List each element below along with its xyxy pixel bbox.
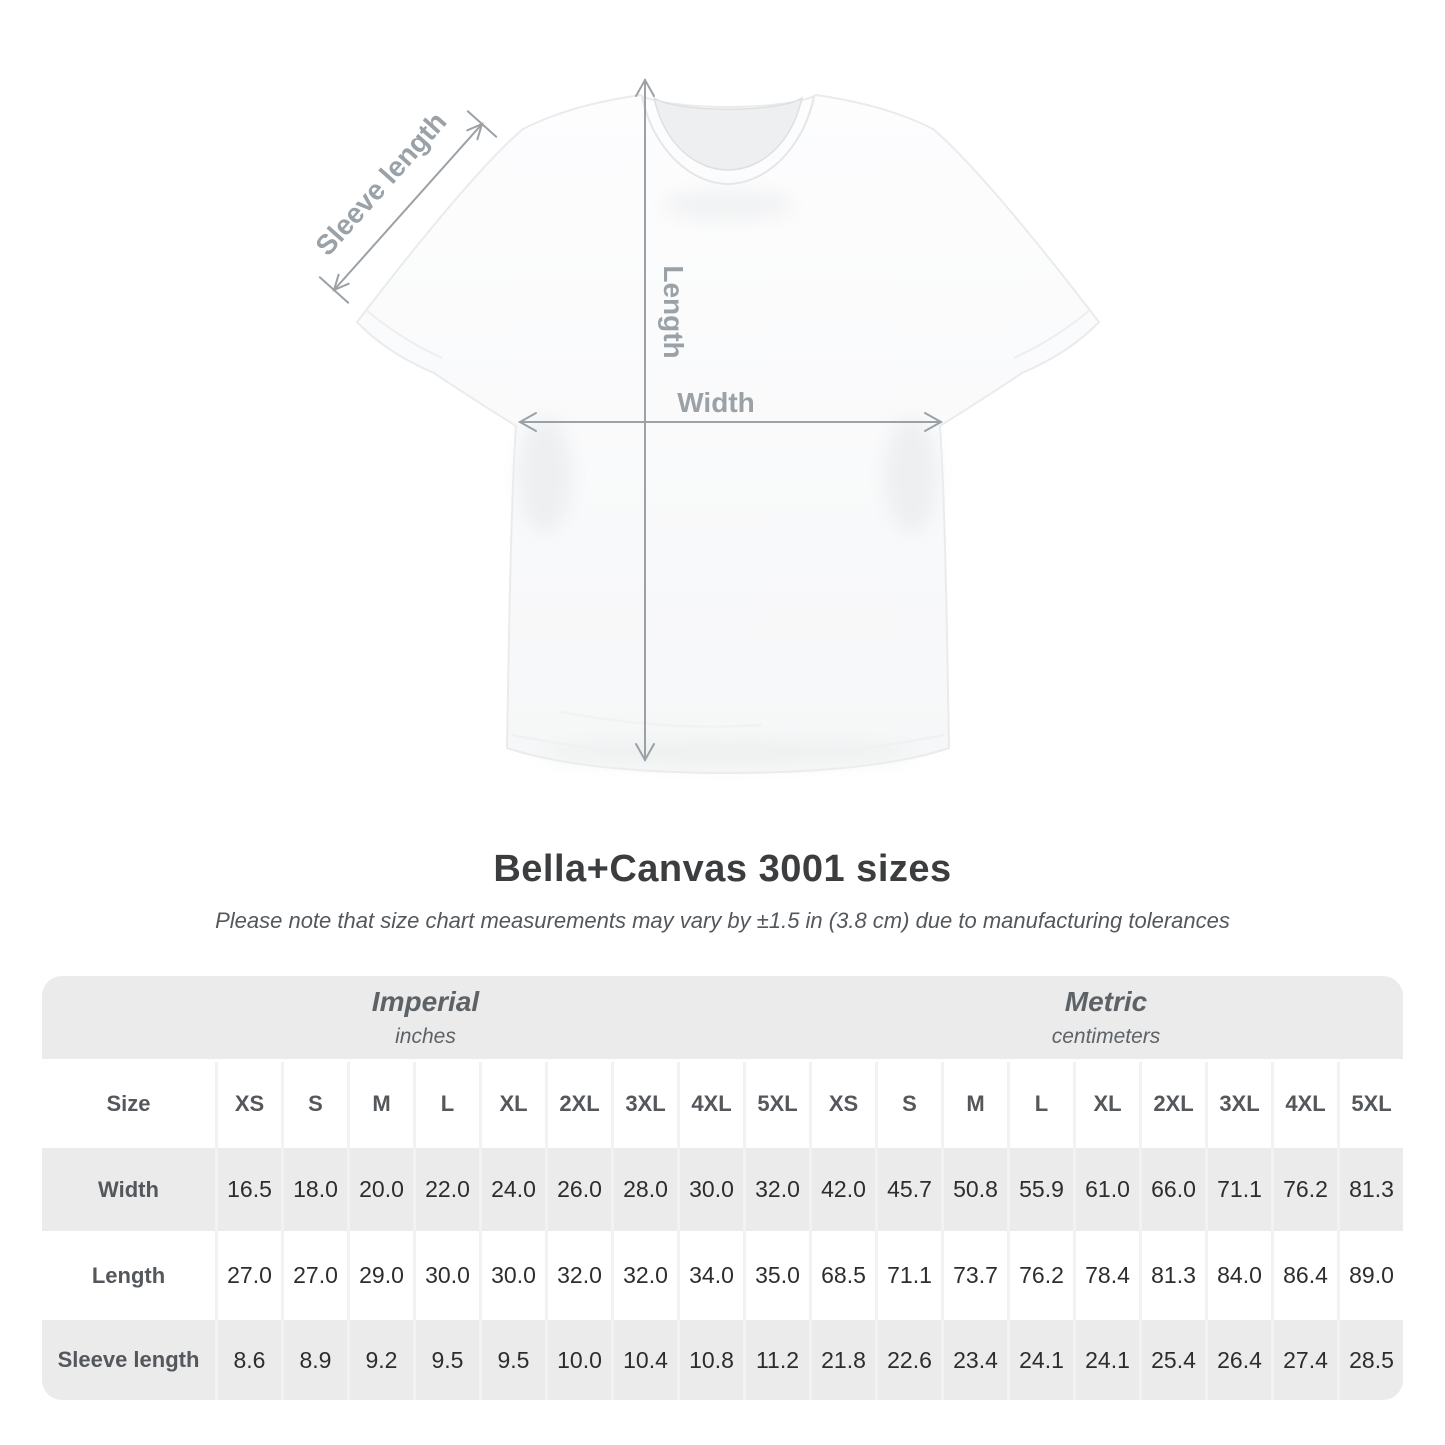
size-header-cell: 3XL	[614, 1062, 677, 1145]
value-cell: 30.0	[680, 1148, 743, 1231]
size-header-cell: 2XL	[548, 1062, 611, 1145]
value-cell: 27.0	[218, 1234, 281, 1317]
size-header-cell: 4XL	[680, 1062, 743, 1145]
size-table-body	[42, 1062, 1403, 1400]
value-cell: 71.1	[878, 1234, 941, 1317]
header-row	[42, 1062, 1403, 1145]
value-cell: 9.5	[416, 1320, 479, 1400]
value-cell: 8.6	[218, 1320, 281, 1400]
value-cell: 86.4	[1274, 1234, 1337, 1317]
value-cell: 9.5	[482, 1320, 545, 1400]
value-cell: 30.0	[416, 1234, 479, 1317]
value-cell: 76.2	[1274, 1148, 1337, 1231]
value-cell: 73.7	[944, 1234, 1007, 1317]
value-cell: 61.0	[1076, 1148, 1139, 1231]
tshirt-outline	[357, 95, 1099, 773]
value-cell: 76.2	[1010, 1234, 1073, 1317]
size-header-cell: M	[350, 1062, 413, 1145]
value-cell: 55.9	[1010, 1148, 1073, 1231]
size-header-cell: XL	[482, 1062, 545, 1145]
value-cell: 22.0	[416, 1148, 479, 1231]
value-cell: 81.3	[1142, 1234, 1205, 1317]
row-label: Sleeve length	[42, 1320, 215, 1400]
value-cell: 26.4	[1208, 1320, 1271, 1400]
value-cell: 23.4	[944, 1320, 1007, 1400]
width-row	[42, 1148, 1403, 1231]
size-header-cell: S	[878, 1062, 941, 1145]
unit-group-band	[42, 976, 1403, 1059]
value-cell: 25.4	[1142, 1320, 1205, 1400]
length-arrow-label: Length	[658, 265, 689, 359]
value-cell: 81.3	[1340, 1148, 1403, 1231]
imperial-unit: inches	[395, 1025, 456, 1048]
value-cell: 71.1	[1208, 1148, 1271, 1231]
row-label: Length	[42, 1234, 215, 1317]
value-cell: 34.0	[680, 1234, 743, 1317]
value-cell: 28.0	[614, 1148, 677, 1231]
value-cell: 42.0	[812, 1148, 875, 1231]
value-cell: 9.2	[350, 1320, 413, 1400]
size-header-cell: XL	[1076, 1062, 1139, 1145]
size-header-cell: XS	[812, 1062, 875, 1145]
size-header-cell: 4XL	[1274, 1062, 1337, 1145]
tolerance-note: Please note that size chart measurements may vary by ±1.5 in (3.8 cm) due to manufacturing tolerances	[215, 908, 1230, 933]
value-cell: 84.0	[1208, 1234, 1271, 1317]
length-row	[42, 1234, 1403, 1317]
size-header-cell: 5XL	[1340, 1062, 1403, 1145]
value-cell: 68.5	[812, 1234, 875, 1317]
metric-group-header	[809, 976, 1403, 1059]
imperial-label: Imperial	[371, 986, 480, 1017]
metric-unit: centimeters	[1051, 1025, 1161, 1048]
imperial-group-header	[42, 976, 809, 1059]
value-cell: 29.0	[350, 1234, 413, 1317]
value-cell: 66.0	[1142, 1148, 1205, 1231]
row-label: Width	[42, 1148, 215, 1231]
size-header-cell: 5XL	[746, 1062, 809, 1145]
value-cell: 24.1	[1076, 1320, 1139, 1400]
value-cell: 32.0	[548, 1234, 611, 1317]
size-header-cell: 3XL	[1208, 1062, 1271, 1145]
value-cell: 10.4	[614, 1320, 677, 1400]
size-header-cell: L	[416, 1062, 479, 1145]
value-cell: 24.0	[482, 1148, 545, 1231]
value-cell: 27.0	[284, 1234, 347, 1317]
size-column-header: Size	[42, 1062, 215, 1145]
page-title: Bella+Canvas 3001 sizes	[493, 848, 952, 890]
value-cell: 8.9	[284, 1320, 347, 1400]
value-cell: 26.0	[548, 1148, 611, 1231]
value-cell: 27.4	[1274, 1320, 1337, 1400]
size-header-cell: M	[944, 1062, 1007, 1145]
value-cell: 22.6	[878, 1320, 941, 1400]
value-cell: 18.0	[284, 1148, 347, 1231]
width-arrow-label: Width	[677, 387, 755, 418]
value-cell: 16.5	[218, 1148, 281, 1231]
value-cell: 21.8	[812, 1320, 875, 1400]
value-cell: 45.7	[878, 1148, 941, 1231]
value-cell: 32.0	[614, 1234, 677, 1317]
size-header-cell: S	[284, 1062, 347, 1145]
value-cell: 28.5	[1340, 1320, 1403, 1400]
sleeve-length-row	[42, 1320, 1403, 1400]
value-cell: 24.1	[1010, 1320, 1073, 1400]
value-cell: 30.0	[482, 1234, 545, 1317]
size-header-cell: XS	[218, 1062, 281, 1145]
value-cell: 78.4	[1076, 1234, 1139, 1317]
value-cell: 11.2	[746, 1320, 809, 1400]
size-header-cell: 2XL	[1142, 1062, 1205, 1145]
value-cell: 10.8	[680, 1320, 743, 1400]
size-header-cell: L	[1010, 1062, 1073, 1145]
value-cell: 35.0	[746, 1234, 809, 1317]
value-cell: 89.0	[1340, 1234, 1403, 1317]
value-cell: 50.8	[944, 1148, 1007, 1231]
value-cell: 32.0	[746, 1148, 809, 1231]
value-cell: 20.0	[350, 1148, 413, 1231]
value-cell: 10.0	[548, 1320, 611, 1400]
sleeve-length-arrow-label: Sleeve length	[309, 105, 453, 262]
size-table	[42, 976, 1403, 1400]
metric-label: Metric	[1064, 986, 1148, 1017]
